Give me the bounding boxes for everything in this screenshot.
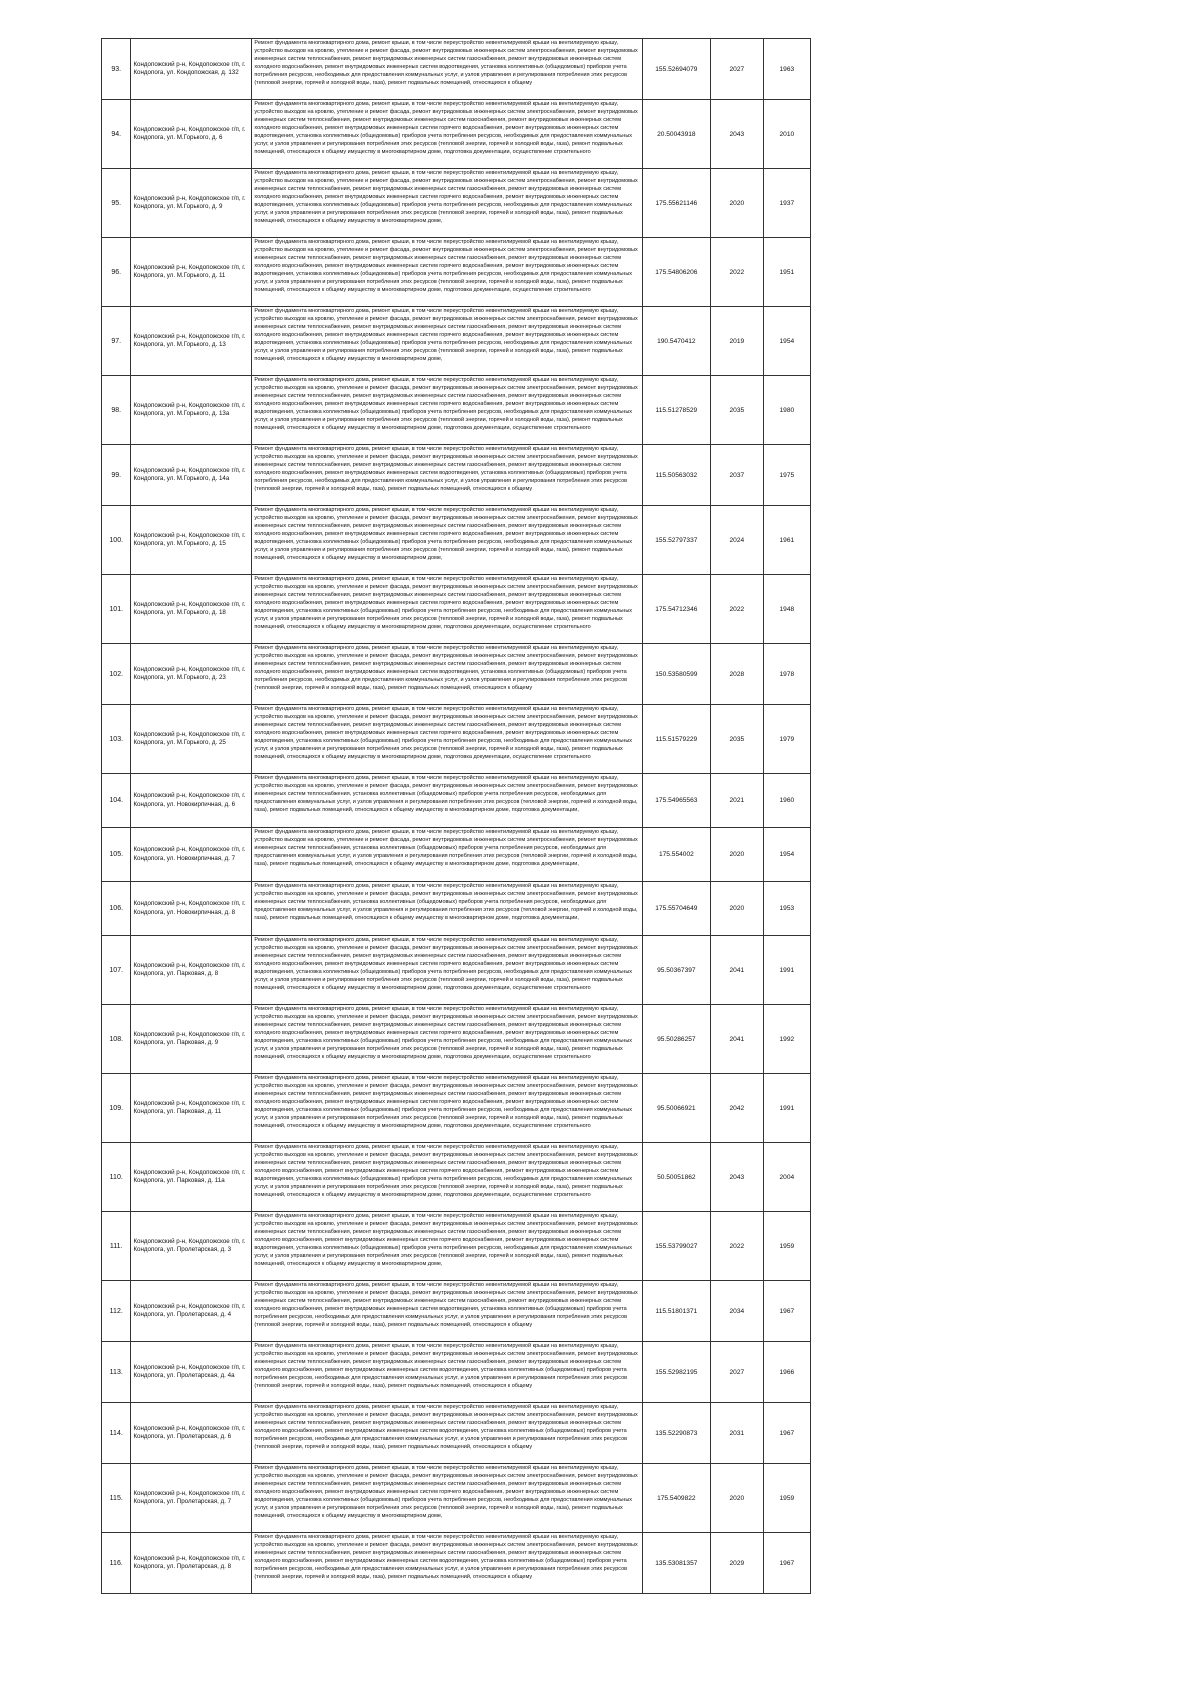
works-text: Ремонт фундамента многоквартирного дома, ремонт крыши, в том числе переустройство невентилируемой крыши на вентилируемую крышу, устройство выходов на кровлю, утепление и ремонт фасада, ремонт внутридомовых инженерных систем электроснабжения, ремонт внутридомовых инженерных систем теплоснабжения, ремонт внутридомовых инженерных систем газоснабжения, ремонт внутридомовых инженерных систем холодного водоснабжения, ремонт внутридомовых инженерных систем водоотведения, установка коллективных (общедомовых) приборов учета потребления ресурсов, необходимых для предоставления коммунальных услуг, и узлов управления и регулирования потребления этих ресурсов (тепловой энергии, горячей и холодной воды, газа), ремонт подвальных помещений, относящихся к общему [254,1282,638,1329]
build-year-cell: 1959 [763,1212,810,1281]
build-year-cell: 1980 [763,376,810,445]
cost-cell: 175.55704649 [642,882,710,936]
table-row [102,506,811,575]
address-cell: Кондопожский р-н, Кондопожское г/п, г. Кондопога, ул. М.Горького, д. 18 [131,575,252,644]
cost-cell: 175.54965563 [642,774,710,828]
row-number: 115. [102,1464,131,1533]
works-cell [252,506,642,575]
build-year-cell: 1954 [763,828,810,882]
row-number: 111. [102,1212,131,1281]
planned-year-cell: 2029 [711,1533,764,1594]
table-row [102,828,811,882]
cost-cell: 155.52694079 [642,39,710,100]
build-year-cell: 1967 [763,1533,810,1594]
cost-cell: 175.54806206 [642,238,710,307]
address-cell: Кондопожский р-н, Кондопожское г/п, г. Кондопога, ул. Парковая, д. 8 [131,936,252,1005]
table-row [102,1533,811,1594]
cost-cell: 115.51579229 [642,705,710,774]
row-number: 99. [102,445,131,506]
address-cell: Кондопожский р-н, Кондопожское г/п, г. Кондопога, ул. М.Горького, д. 25 [131,705,252,774]
cost-cell: 175.55621146 [642,169,710,238]
works-text: Ремонт фундамента многоквартирного дома, ремонт крыши, в том числе переустройство невентилируемой крыши на вентилируемую крышу, устройство выходов на кровлю, утепление и ремонт фасада, ремонт внутридомовых инженерных систем электроснабжения, ремонт внутридомовых инженерных систем теплоснабжения, ремонт внутридомовых инженерных систем газоснабжения, ремонт внутридомовых инженерных систем холодного водоснабжения, ремонт внутридомовых инженерных систем горячего водоснабжения, ремонт внутридомовых инженерных систем водоотведения, установка коллективных (общедомовых) приборов учета потребления ресурсов, необходимых для предоставления коммунальных услуг, и узлов управления и регулирования потребления этих ресурсов (тепловой энергии, горячей и холодной воды, газа), ремонт подвальных помещений, относящихся к общему имуществу в многоквартирном доме, подготовка документации, осуществление строительного [254,1144,638,1199]
repair-program-table [101,38,811,1594]
build-year-cell: 1959 [763,1464,810,1533]
build-year-cell: 2004 [763,1143,810,1212]
planned-year-cell: 2034 [711,1281,764,1342]
works-cell [252,169,642,238]
build-year-cell: 1954 [763,307,810,376]
works-cell [252,376,642,445]
works-cell [252,644,642,705]
works-text: Ремонт фундамента многоквартирного дома, ремонт крыши, в том числе переустройство невентилируемой крыши на вентилируемую крышу, устройство выходов на кровлю, утепление и ремонт фасада, ремонт внутридомовых инженерных систем электроснабжения, ремонт внутридомовых инженерных систем теплоснабжения, ремонт внутридомовых инженерных систем газоснабжения, ремонт внутридомовых инженерных систем холодного водоснабжения, ремонт внутридомовых инженерных систем горячего водоснабжения, ремонт внутридомовых инженерных систем водоотведения, установка коллективных (общедомовых) приборов учета потребления ресурсов, необходимых для предоставления коммунальных услуг, и узлов управления и регулирования потребления этих ресурсов (тепловой энергии, горячей и холодной воды, газа), ремонт подвальных помещений, относящихся к общему имуществу в многоквартирном доме, [254,1465,638,1520]
works-cell [252,100,642,169]
build-year-cell: 1991 [763,1074,810,1143]
planned-year-cell: 2020 [711,882,764,936]
cost-cell: 135.53081357 [642,1533,710,1594]
table-row [102,307,811,376]
row-number: 93. [102,39,131,100]
works-text: Ремонт фундамента многоквартирного дома, ремонт крыши, в том числе переустройство невентилируемой крыши на вентилируемую крышу, устройство выходов на кровлю, утепление и ремонт фасада, ремонт внутридомовых инженерных систем электроснабжения, ремонт внутридомовых инженерных систем теплоснабжения, ремонт внутридомовых инженерных систем газоснабжения, ремонт внутридомовых инженерных систем холодного водоснабжения, ремонт внутридомовых инженерных систем водоотведения, установка коллективных (общедомовых) приборов учета потребления ресурсов, необходимых для предоставления коммунальных услуг, и узлов управления и регулирования потребления этих ресурсов (тепловой энергии, горячей и холодной воды, газа), ремонт подвальных помещений, относящихся к общему [254,446,638,493]
row-number: 116. [102,1533,131,1594]
cost-cell: 175.5409822 [642,1464,710,1533]
works-cell [252,774,642,828]
table-row [102,1464,811,1533]
works-cell [252,39,642,100]
works-text: Ремонт фундамента многоквартирного дома, ремонт крыши, в том числе переустройство невентилируемой крыши на вентилируемую крышу, устройство выходов на кровлю, утепление и ремонт фасада, ремонт внутридомовых инженерных систем электроснабжения, ремонт внутридомовых инженерных систем теплоснабжения, ремонт внутридомовых инженерных систем газоснабжения, ремонт внутридомовых инженерных систем холодного водоснабжения, ремонт внутридомовых инженерных систем водоотведения, установка коллективных (общедомовых) приборов учета потребления ресурсов, необходимых для предоставления коммунальных услуг, и узлов управления и регулирования потребления этих ресурсов (тепловой энергии, горячей и холодной воды, газа), ремонт подвальных помещений, относящихся к общему [254,1404,638,1451]
address-cell: Кондопожский р-н, Кондопожское г/п, г. Кондопога, ул. Пролетарская, д. 3 [131,1212,252,1281]
planned-year-cell: 2041 [711,936,764,1005]
planned-year-cell: 2022 [711,1212,764,1281]
table-row [102,238,811,307]
planned-year-cell: 2020 [711,1464,764,1533]
address-cell: Кондопожский р-н, Кондопожское г/п, г. Кондопога, ул. Новокирпичная, д. 7 [131,828,252,882]
works-text: Ремонт фундамента многоквартирного дома, ремонт крыши, в том числе переустройство невентилируемой крыши на вентилируемую крышу, устройство выходов на кровлю, утепление и ремонт фасада, ремонт внутридомовых инженерных систем электроснабжения, ремонт внутридомовых инженерных систем теплоснабжения, ремонт внутридомовых инженерных систем газоснабжения, ремонт внутридомовых инженерных систем холодного водоснабжения, ремонт внутридомовых инженерных систем горячего водоснабжения, ремонт внутридомовых инженерных систем водоотведения, установка коллективных (общедомовых) приборов учета потребления ресурсов, необходимых для предоставления коммунальных услуг, и узлов управления и регулирования потребления этих ресурсов (тепловой энергии, горячей и холодной воды, газа), ремонт подвальных помещений, относящихся к общему имуществу в многоквартирном доме, [254,1213,638,1268]
build-year-cell: 1991 [763,936,810,1005]
works-cell [252,705,642,774]
planned-year-cell: 2043 [711,1143,764,1212]
works-cell [252,1143,642,1212]
cost-cell: 95.50286257 [642,1005,710,1074]
cost-cell: 115.50563032 [642,445,710,506]
works-cell [252,1403,642,1464]
table-row [102,376,811,445]
planned-year-cell: 2035 [711,376,764,445]
address-cell: Кондопожский р-н, Кондопожское г/п, г. Кондопога, ул. Новокирпичная, д. 6 [131,774,252,828]
row-number: 110. [102,1143,131,1212]
row-number: 98. [102,376,131,445]
works-text: Ремонт фундамента многоквартирного дома, ремонт крыши, в том числе переустройство невентилируемой крыши на вентилируемую крышу, устройство выходов на кровлю, утепление и ремонт фасада, ремонт внутридомовых инженерных систем электроснабжения, ремонт внутридомовых инженерных систем теплоснабжения, ремонт внутридомовых инженерных систем газоснабжения, ремонт внутридомовых инженерных систем холодного водоснабжения, ремонт внутридомовых инженерных систем горячего водоснабжения, ремонт внутридомовых инженерных систем водоотведения, установка коллективных (общедомовых) приборов учета потребления ресурсов, необходимых для предоставления коммунальных услуг, и узлов управления и регулирования потребления этих ресурсов (тепловой энергии, горячей и холодной воды, газа), ремонт подвальных помещений, относящихся к общему имуществу в многоквартирном доме, подготовка документации, осуществление строительного [254,101,638,156]
address-cell: Кондопожский р-н, Кондопожское г/п, г. Кондопога, ул. М.Горького, д. 13 [131,307,252,376]
address-cell: Кондопожский р-н, Кондопожское г/п, г. Кондопога, ул. М.Горького, д. 14а [131,445,252,506]
planned-year-cell: 2037 [711,445,764,506]
table-row [102,774,811,828]
cost-cell: 135.52290873 [642,1403,710,1464]
planned-year-cell: 2020 [711,828,764,882]
works-cell [252,1281,642,1342]
table-row [102,705,811,774]
planned-year-cell: 2021 [711,774,764,828]
address-cell: Кондопожский р-н, Кондопожское г/п, г. Кондопога, ул. Новокирпичная, д. 8 [131,882,252,936]
row-number: 97. [102,307,131,376]
planned-year-cell: 2043 [711,100,764,169]
planned-year-cell: 2041 [711,1005,764,1074]
works-cell [252,445,642,506]
works-cell [252,1464,642,1533]
cost-cell: 155.52982195 [642,1342,710,1403]
document-page [101,38,811,1594]
build-year-cell: 1992 [763,1005,810,1074]
works-text: Ремонт фундамента многоквартирного дома, ремонт крыши, в том числе переустройство невентилируемой крыши на вентилируемую крышу, устройство выходов на кровлю, утепление и ремонт фасада, ремонт внутридомовых инженерных систем электроснабжения, ремонт внутридомовых инженерных систем теплоснабжения, ремонт внутридомовых инженерных систем газоснабжения, ремонт внутридомовых инженерных систем холодного водоснабжения, ремонт внутридомовых инженерных систем водоотведения, установка коллективных (общедомовых) приборов учета потребления ресурсов, необходимых для предоставления коммунальных услуг, и узлов управления и регулирования потребления этих ресурсов (тепловой энергии, горячей и холодной воды, газа), ремонт подвальных помещений, относящихся к общему [254,645,638,692]
works-text: Ремонт фундамента многоквартирного дома, ремонт крыши, в том числе переустройство невентилируемой крыши на вентилируемую крышу, устройство выходов на кровлю, утепление и ремонт фасада, ремонт внутридомовых инженерных систем электроснабжения, ремонт внутридомовых инженерных систем теплоснабжения, ремонт внутридомовых инженерных систем газоснабжения, ремонт внутридомовых инженерных систем холодного водоснабжения, ремонт внутридомовых инженерных систем горячего водоснабжения, ремонт внутридомовых инженерных систем водоотведения, установка коллективных (общедомовых) приборов учета потребления ресурсов, необходимых для предоставления коммунальных услуг, и узлов управления и регулирования потребления этих ресурсов (тепловой энергии, горячей и холодной воды, газа), ремонт подвальных помещений, относящихся к общему имуществу в многоквартирном доме, подготовка документации, осуществление строительного [254,377,638,432]
address-cell: Кондопожский р-н, Кондопожское г/п, г. Кондопога, ул. Парковая, д. 11 [131,1074,252,1143]
row-number: 114. [102,1403,131,1464]
table-body [102,39,811,1594]
works-text: Ремонт фундамента многоквартирного дома, ремонт крыши, в том числе переустройство невентилируемой крыши на вентилируемую крышу, устройство выходов на кровлю, утепление и ремонт фасада, ремонт внутридомовых инженерных систем электроснабжения, ремонт внутридомовых инженерных систем теплоснабжения, ремонт внутридомовых инженерных систем газоснабжения, ремонт внутридомовых инженерных систем холодного водоснабжения, ремонт внутридомовых инженерных систем водоотведения, установка коллективных (общедомовых) приборов учета потребления ресурсов, необходимых для предоставления коммунальных услуг, и узлов управления и регулирования потребления этих ресурсов (тепловой энергии, горячей и холодной воды, газа), ремонт подвальных помещений, относящихся к общему [254,1343,638,1390]
planned-year-cell: 2028 [711,644,764,705]
row-number: 100. [102,506,131,575]
cost-cell: 155.53799027 [642,1212,710,1281]
build-year-cell: 1961 [763,506,810,575]
build-year-cell: 1978 [763,644,810,705]
address-cell: Кондопожский р-н, Кондопожское г/п, г. Кондопога, ул. М.Горького, д. 23 [131,644,252,705]
build-year-cell: 1967 [763,1403,810,1464]
cost-cell: 20.50043918 [642,100,710,169]
planned-year-cell: 2027 [711,1342,764,1403]
works-cell [252,936,642,1005]
table-row [102,575,811,644]
planned-year-cell: 2035 [711,705,764,774]
planned-year-cell: 2019 [711,307,764,376]
address-cell: Кондопожский р-н, Кондопожское г/п, г. Кондопога, ул. М.Горького, д. 9 [131,169,252,238]
row-number: 105. [102,828,131,882]
works-text: Ремонт фундамента многоквартирного дома, ремонт крыши, в том числе переустройство невентилируемой крыши на вентилируемую крышу, устройство выходов на кровлю, утепление и ремонт фасада, ремонт внутридомовых инженерных систем электроснабжения, ремонт внутридомовых инженерных систем теплоснабжения, установка коллективных (общедомовых) приборов учета потребления ресурсов, необходимых для предоставления коммунальных услуг, и узлов управления и регулирования потребления этих ресурсов (тепловой энергии, горячей и холодной воды, газа), ремонт подвальных помещений, относящихся к общему имуществу в многоквартирном доме, подготовка документации, [254,775,638,814]
table-row [102,100,811,169]
cost-cell: 95.50367397 [642,936,710,1005]
row-number: 102. [102,644,131,705]
works-text: Ремонт фундамента многоквартирного дома, ремонт крыши, в том числе переустройство невентилируемой крыши на вентилируемую крышу, устройство выходов на кровлю, утепление и ремонт фасада, ремонт внутридомовых инженерных систем электроснабжения, ремонт внутридомовых инженерных систем теплоснабжения, ремонт внутридомовых инженерных систем газоснабжения, ремонт внутридомовых инженерных систем холодного водоснабжения, ремонт внутридомовых инженерных систем горячего водоснабжения, ремонт внутридомовых инженерных систем водоотведения, установка коллективных (общедомовых) приборов учета потребления ресурсов, необходимых для предоставления коммунальных услуг, и узлов управления и регулирования потребления этих ресурсов (тепловой энергии, горячей и холодной воды, газа), ремонт подвальных помещений, относящихся к общему имуществу в многоквартирном доме, [254,170,638,225]
build-year-cell: 1937 [763,169,810,238]
row-number: 94. [102,100,131,169]
build-year-cell: 1963 [763,39,810,100]
row-number: 108. [102,1005,131,1074]
address-cell: Кондопожский р-н, Кондопожское г/п, г. Кондопога, ул. Пролетарская, д. 4 [131,1281,252,1342]
cost-cell: 115.51801371 [642,1281,710,1342]
works-cell [252,307,642,376]
address-cell: Кондопожский р-н, Кондопожское г/п, г. Кондопога, ул. Парковая, д. 9 [131,1005,252,1074]
works-cell [252,1342,642,1403]
row-number: 96. [102,238,131,307]
address-cell: Кондопожский р-н, Кондопожское г/п, г. Кондопога, ул. Пролетарская, д. 7 [131,1464,252,1533]
table-row [102,1342,811,1403]
cost-cell: 95.50066921 [642,1074,710,1143]
row-number: 95. [102,169,131,238]
row-number: 103. [102,705,131,774]
table-row [102,445,811,506]
works-cell [252,828,642,882]
address-cell: Кондопожский р-н, Кондопожское г/п, г. Кондопога, ул. Кондопожская, д. 132 [131,39,252,100]
works-text: Ремонт фундамента многоквартирного дома, ремонт крыши, в том числе переустройство невентилируемой крыши на вентилируемую крышу, устройство выходов на кровлю, утепление и ремонт фасада, ремонт внутридомовых инженерных систем электроснабжения, ремонт внутридомовых инженерных систем теплоснабжения, ремонт внутридомовых инженерных систем газоснабжения, ремонт внутридомовых инженерных систем холодного водоснабжения, ремонт внутридомовых инженерных систем горячего водоснабжения, ремонт внутридомовых инженерных систем водоотведения, установка коллективных (общедомовых) приборов учета потребления ресурсов, необходимых для предоставления коммунальных услуг, и узлов управления и регулирования потребления этих ресурсов (тепловой энергии, горячей и холодной воды, газа), ремонт подвальных помещений, относящихся к общему имуществу в многоквартирном доме, подготовка документации, осуществление строительного [254,706,638,761]
address-cell: Кондопожский р-н, Кондопожское г/п, г. Кондопога, ул. М.Горького, д. 6 [131,100,252,169]
works-text: Ремонт фундамента многоквартирного дома, ремонт крыши, в том числе переустройство невентилируемой крыши на вентилируемую крышу, устройство выходов на кровлю, утепление и ремонт фасада, ремонт внутридомовых инженерных систем электроснабжения, ремонт внутридомовых инженерных систем теплоснабжения, ремонт внутридомовых инженерных систем газоснабжения, ремонт внутридомовых инженерных систем холодного водоснабжения, ремонт внутридомовых инженерных систем горячего водоснабжения, ремонт внутридомовых инженерных систем водоотведения, установка коллективных (общедомовых) приборов учета потребления ресурсов, необходимых для предоставления коммунальных услуг, и узлов управления и регулирования потребления этих ресурсов (тепловой энергии, горячей и холодной воды, газа), ремонт подвальных помещений, относящихся к общему имуществу в многоквартирном доме, [254,507,638,562]
row-number: 106. [102,882,131,936]
works-cell [252,575,642,644]
table-row [102,882,811,936]
cost-cell: 190.5470412 [642,307,710,376]
address-cell: Кондопожский р-н, Кондопожское г/п, г. Кондопога, ул. Пролетарская, д. 4а [131,1342,252,1403]
build-year-cell: 2010 [763,100,810,169]
works-text: Ремонт фундамента многоквартирного дома, ремонт крыши, в том числе переустройство невентилируемой крыши на вентилируемую крышу, устройство выходов на кровлю, утепление и ремонт фасада, ремонт внутридомовых инженерных систем электроснабжения, ремонт внутридомовых инженерных систем теплоснабжения, ремонт внутридомовых инженерных систем газоснабжения, ремонт внутридомовых инженерных систем холодного водоснабжения, ремонт внутридомовых инженерных систем горячего водоснабжения, ремонт внутридомовых инженерных систем водоотведения, установка коллективных (общедомовых) приборов учета потребления ресурсов, необходимых для предоставления коммунальных услуг, и узлов управления и регулирования потребления этих ресурсов (тепловой энергии, горячей и холодной воды, газа), ремонт подвальных помещений, относящихся к общему имуществу в многоквартирном доме, подготовка документации, осуществление строительного [254,576,638,631]
address-cell: Кондопожский р-н, Кондопожское г/п, г. Кондопога, ул. М.Горького, д. 11 [131,238,252,307]
planned-year-cell: 2022 [711,575,764,644]
table-row [102,1143,811,1212]
address-cell: Кондопожский р-н, Кондопожское г/п, г. Кондопога, ул. М.Горького, д. 13а [131,376,252,445]
cost-cell: 175.554002 [642,828,710,882]
build-year-cell: 1953 [763,882,810,936]
planned-year-cell: 2027 [711,39,764,100]
cost-cell: 175.54712346 [642,575,710,644]
table-row [102,169,811,238]
row-number: 107. [102,936,131,1005]
build-year-cell: 1966 [763,1342,810,1403]
address-cell: Кондопожский р-н, Кондопожское г/п, г. Кондопога, ул. Пролетарская, д. 8 [131,1533,252,1594]
table-row [102,1074,811,1143]
cost-cell: 150.53580599 [642,644,710,705]
table-row [102,39,811,100]
table-row [102,1281,811,1342]
planned-year-cell: 2024 [711,506,764,575]
table-row [102,1212,811,1281]
row-number: 112. [102,1281,131,1342]
row-number: 113. [102,1342,131,1403]
works-cell [252,882,642,936]
address-cell: Кондопожский р-н, Кондопожское г/п, г. Кондопога, ул. М.Горького, д. 15 [131,506,252,575]
build-year-cell: 1979 [763,705,810,774]
row-number: 101. [102,575,131,644]
table-row [102,1403,811,1464]
build-year-cell: 1967 [763,1281,810,1342]
works-cell [252,238,642,307]
works-cell [252,1212,642,1281]
works-text: Ремонт фундамента многоквартирного дома, ремонт крыши, в том числе переустройство невентилируемой крыши на вентилируемую крышу, устройство выходов на кровлю, утепление и ремонт фасада, ремонт внутридомовых инженерных систем электроснабжения, ремонт внутридомовых инженерных систем теплоснабжения, ремонт внутридомовых инженерных систем газоснабжения, ремонт внутридомовых инженерных систем холодного водоснабжения, ремонт внутридомовых инженерных систем водоотведения, установка коллективных (общедомовых) приборов учета потребления ресурсов, необходимых для предоставления коммунальных услуг, и узлов управления и регулирования потребления этих ресурсов (тепловой энергии, горячей и холодной воды, газа), ремонт подвальных помещений, относящихся к общему [254,1534,638,1581]
works-text: Ремонт фундамента многоквартирного дома, ремонт крыши, в том числе переустройство невентилируемой крыши на вентилируемую крышу, устройство выходов на кровлю, утепление и ремонт фасада, ремонт внутридомовых инженерных систем электроснабжения, ремонт внутридомовых инженерных систем теплоснабжения, установка коллективных (общедомовых) приборов учета потребления ресурсов, необходимых для предоставления коммунальных услуг, и узлов управления и регулирования потребления этих ресурсов (тепловой энергии, горячей и холодной воды, газа), ремонт подвальных помещений, относящихся к общему имуществу в многоквартирном доме, подготовка документации, [254,829,638,868]
build-year-cell: 1948 [763,575,810,644]
table-row [102,936,811,1005]
table-row [102,1005,811,1074]
works-text: Ремонт фундамента многоквартирного дома, ремонт крыши, в том числе переустройство невентилируемой крыши на вентилируемую крышу, устройство выходов на кровлю, утепление и ремонт фасада, ремонт внутридомовых инженерных систем электроснабжения, ремонт внутридомовых инженерных систем теплоснабжения, ремонт внутридомовых инженерных систем газоснабжения, ремонт внутридомовых инженерных систем холодного водоснабжения, ремонт внутридомовых инженерных систем горячего водоснабжения, ремонт внутридомовых инженерных систем водоотведения, установка коллективных (общедомовых) приборов учета потребления ресурсов, необходимых для предоставления коммунальных услуг, и узлов управления и регулирования потребления этих ресурсов (тепловой энергии, горячей и холодной воды, газа), ремонт подвальных помещений, относящихся к общему имуществу в многоквартирном доме, подготовка документации, осуществление строительного [254,1006,638,1061]
works-cell [252,1074,642,1143]
build-year-cell: 1951 [763,238,810,307]
planned-year-cell: 2031 [711,1403,764,1464]
planned-year-cell: 2020 [711,169,764,238]
works-cell [252,1533,642,1594]
cost-cell: 50.50051862 [642,1143,710,1212]
works-text: Ремонт фундамента многоквартирного дома, ремонт крыши, в том числе переустройство невентилируемой крыши на вентилируемую крышу, устройство выходов на кровлю, утепление и ремонт фасада, ремонт внутридомовых инженерных систем электроснабжения, ремонт внутридомовых инженерных систем теплоснабжения, ремонт внутридомовых инженерных систем газоснабжения, ремонт внутридомовых инженерных систем холодного водоснабжения, ремонт внутридомовых инженерных систем горячего водоснабжения, ремонт внутридомовых инженерных систем водоотведения, установка коллективных (общедомовых) приборов учета потребления ресурсов, необходимых для предоставления коммунальных услуг, и узлов управления и регулирования потребления этих ресурсов (тепловой энергии, горячей и холодной воды, газа), ремонт подвальных помещений, относящихся к общему имуществу в многоквартирном доме, подготовка документации, осуществление строительного [254,239,638,294]
table-row [102,644,811,705]
works-text: Ремонт фундамента многоквартирного дома, ремонт крыши, в том числе переустройство невентилируемой крыши на вентилируемую крышу, устройство выходов на кровлю, утепление и ремонт фасада, ремонт внутридомовых инженерных систем электроснабжения, ремонт внутридомовых инженерных систем теплоснабжения, ремонт внутридомовых инженерных систем газоснабжения, ремонт внутридомовых инженерных систем холодного водоснабжения, ремонт внутридомовых инженерных систем водоотведения, установка коллективных (общедомовых) приборов учета потребления ресурсов, необходимых для предоставления коммунальных услуг, и узлов управления и регулирования потребления этих ресурсов (тепловой энергии, горячей и холодной воды, газа), ремонт подвальных помещений, относящихся к общему [254,40,638,87]
planned-year-cell: 2042 [711,1074,764,1143]
works-text: Ремонт фундамента многоквартирного дома, ремонт крыши, в том числе переустройство невентилируемой крыши на вентилируемую крышу, устройство выходов на кровлю, утепление и ремонт фасада, ремонт внутридомовых инженерных систем электроснабжения, ремонт внутридомовых инженерных систем теплоснабжения, ремонт внутридомовых инженерных систем газоснабжения, ремонт внутридомовых инженерных систем холодного водоснабжения, ремонт внутридомовых инженерных систем горячего водоснабжения, ремонт внутридомовых инженерных систем водоотведения, установка коллективных (общедомовых) приборов учета потребления ресурсов, необходимых для предоставления коммунальных услуг, и узлов управления и регулирования потребления этих ресурсов (тепловой энергии, горячей и холодной воды, газа), ремонт подвальных помещений, относящихся к общему имуществу в многоквартирном доме, подготовка документации, осуществление строительного [254,1075,638,1130]
build-year-cell: 1960 [763,774,810,828]
build-year-cell: 1975 [763,445,810,506]
planned-year-cell: 2022 [711,238,764,307]
cost-cell: 115.51278529 [642,376,710,445]
row-number: 104. [102,774,131,828]
address-cell: Кондопожский р-н, Кондопожское г/п, г. Кондопога, ул. Пролетарская, д. 6 [131,1403,252,1464]
address-cell: Кондопожский р-н, Кондопожское г/п, г. Кондопога, ул. Парковая, д. 11а [131,1143,252,1212]
row-number: 109. [102,1074,131,1143]
cost-cell: 155.52797337 [642,506,710,575]
works-text: Ремонт фундамента многоквартирного дома, ремонт крыши, в том числе переустройство невентилируемой крыши на вентилируемую крышу, устройство выходов на кровлю, утепление и ремонт фасада, ремонт внутридомовых инженерных систем электроснабжения, ремонт внутридомовых инженерных систем теплоснабжения, установка коллективных (общедомовых) приборов учета потребления ресурсов, необходимых для предоставления коммунальных услуг, и узлов управления и регулирования потребления этих ресурсов (тепловой энергии, горячей и холодной воды, газа), ремонт подвальных помещений, относящихся к общему имуществу в многоквартирном доме, подготовка документации, [254,883,638,922]
works-text: Ремонт фундамента многоквартирного дома, ремонт крыши, в том числе переустройство невентилируемой крыши на вентилируемую крышу, устройство выходов на кровлю, утепление и ремонт фасада, ремонт внутридомовых инженерных систем электроснабжения, ремонт внутридомовых инженерных систем теплоснабжения, ремонт внутридомовых инженерных систем газоснабжения, ремонт внутридомовых инженерных систем холодного водоснабжения, ремонт внутридомовых инженерных систем горячего водоснабжения, ремонт внутридомовых инженерных систем водоотведения, установка коллективных (общедомовых) приборов учета потребления ресурсов, необходимых для предоставления коммунальных услуг, и узлов управления и регулирования потребления этих ресурсов (тепловой энергии, горячей и холодной воды, газа), ремонт подвальных помещений, относящихся к общему имуществу в многоквартирном доме, подготовка документации, осуществление строительного [254,937,638,992]
works-cell [252,1005,642,1074]
works-text: Ремонт фундамента многоквартирного дома, ремонт крыши, в том числе переустройство невентилируемой крыши на вентилируемую крышу, устройство выходов на кровлю, утепление и ремонт фасада, ремонт внутридомовых инженерных систем электроснабжения, ремонт внутридомовых инженерных систем теплоснабжения, ремонт внутридомовых инженерных систем газоснабжения, ремонт внутридомовых инженерных систем холодного водоснабжения, ремонт внутридомовых инженерных систем горячего водоснабжения, ремонт внутридомовых инженерных систем водоотведения, установка коллективных (общедомовых) приборов учета потребления ресурсов, необходимых для предоставления коммунальных услуг, и узлов управления и регулирования потребления этих ресурсов (тепловой энергии, горячей и холодной воды, газа), ремонт подвальных помещений, относящихся к общему имуществу в многоквартирном доме, [254,308,638,363]
